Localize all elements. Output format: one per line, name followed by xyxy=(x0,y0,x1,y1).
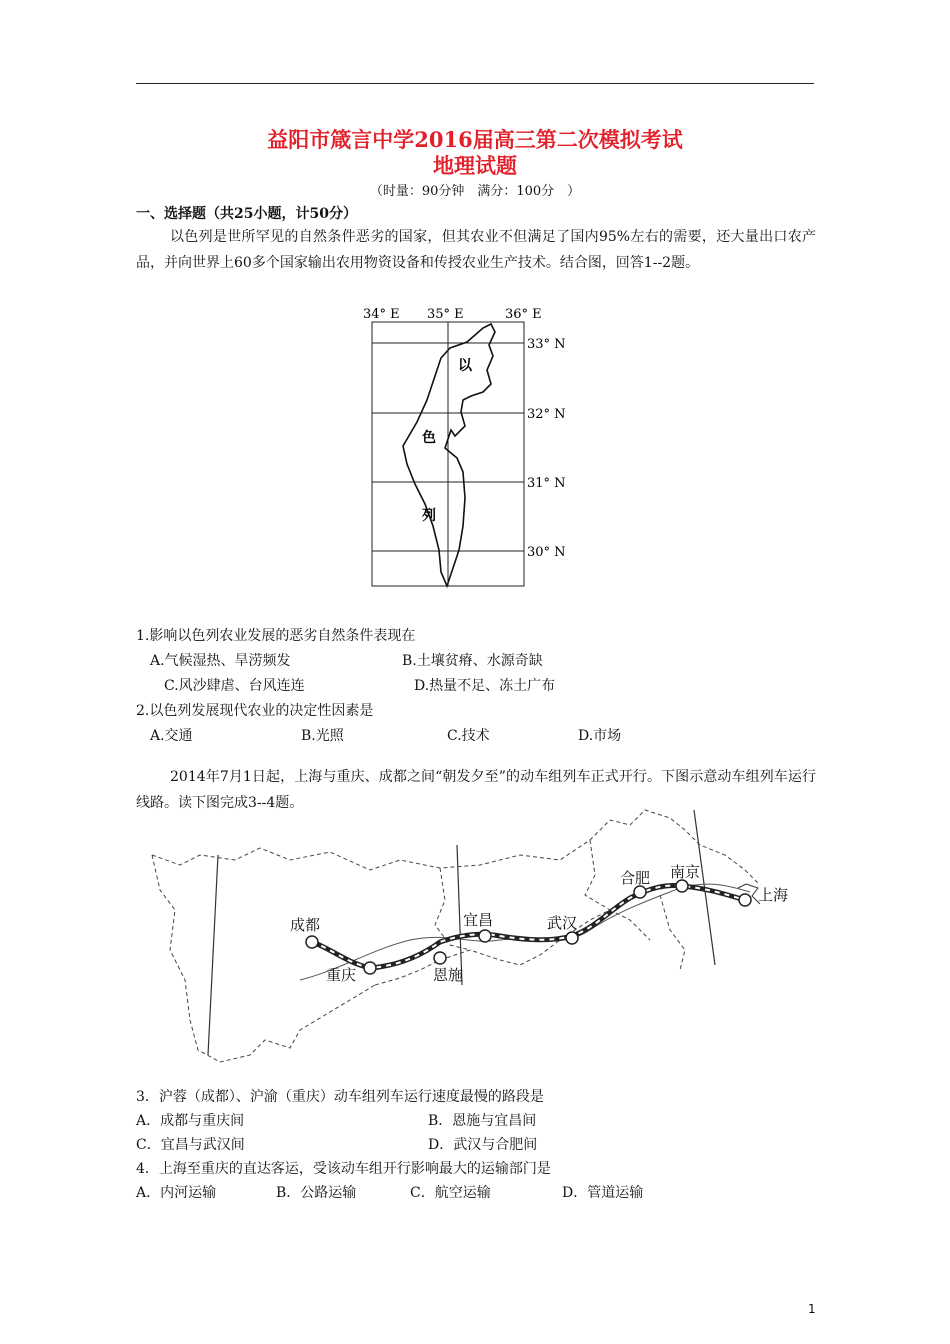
q3-option-b: B．恩施与宜昌间 xyxy=(428,1113,537,1129)
province-border-3 xyxy=(375,910,650,985)
q2-stem: 2.以色列发展现代农业的决定性因素是 xyxy=(136,703,374,719)
q4-stem: 4．上海至重庆的直达客运，受该动车组开行影响最大的运输部门是 xyxy=(136,1161,551,1177)
exam-title: 益阳市箴言中学2016届高三第二次模拟考试 xyxy=(267,127,683,152)
label-chengdu: 成都 xyxy=(290,916,321,934)
label-hefei: 合肥 xyxy=(620,869,651,887)
map-char-yi: 以 xyxy=(458,358,472,374)
q4-option-b: B．公路运输 xyxy=(276,1185,357,1201)
passage-israel: 以色列是世所罕见的自然条件恶劣的国家，但其农业不但满足了国内95%左右的需要，还大量出口农产品，并向世界上60多个国家输出农用物资设备和传授农业生产技术。结合图，回答1--2题。 xyxy=(136,229,816,271)
station-enshi xyxy=(434,952,446,964)
q3-stem: 3．沪蓉（成都）、沪渝（重庆）动车组列车运行速度最慢的路段是 xyxy=(136,1089,544,1105)
lon-label-36: 36° E xyxy=(505,307,542,322)
exam-info: （时量：90分钟 满分：100分 ） xyxy=(369,184,581,199)
lon-label-34: 34° E xyxy=(363,307,400,322)
label-yichang: 宜昌 xyxy=(463,911,494,929)
station-hefei xyxy=(634,886,646,898)
label-nanjing: 南京 xyxy=(670,863,701,881)
section-heading: 一、选择题（共25小题，计50分） xyxy=(136,206,357,222)
label-wuhan: 武汉 xyxy=(547,914,578,932)
label-enshi: 恩施 xyxy=(433,966,464,984)
q1-option-d: D.热量不足、冻土广布 xyxy=(414,678,556,694)
lat-label-33: 33° N xyxy=(527,337,566,352)
province-border-1 xyxy=(152,810,760,885)
lat-label-32: 32° N xyxy=(527,407,566,422)
israel-outline xyxy=(403,324,495,586)
q1-option-b: B.土壤贫瘠、水源奇缺 xyxy=(402,653,543,669)
station-wuhan xyxy=(566,932,578,944)
station-chongqing xyxy=(364,962,376,974)
q3-option-c: C．宜昌与武汉间 xyxy=(136,1137,245,1153)
province-border-5 xyxy=(585,840,610,910)
lat-label-31: 31° N xyxy=(527,476,566,491)
rail-route-dash xyxy=(312,886,745,969)
map-char-se: 色 xyxy=(422,430,436,446)
rail-route-base xyxy=(312,886,745,969)
q3-option-d: D．武汉与合肥间 xyxy=(428,1137,538,1153)
q4-option-c: C．航空运输 xyxy=(410,1185,491,1201)
label-chongqing: 重庆 xyxy=(326,966,357,984)
station-chengdu xyxy=(306,936,318,948)
label-shanghai: 上海 xyxy=(758,886,789,904)
lon-label-35: 35° E xyxy=(427,307,464,322)
lat-label-30: 30° N xyxy=(527,545,566,560)
station-shanghai xyxy=(739,894,751,906)
meridian-1 xyxy=(208,855,218,1055)
q2-option-c: C.技术 xyxy=(447,728,490,744)
israel-map xyxy=(355,300,585,590)
q4-option-d: D．管道运输 xyxy=(562,1185,644,1201)
station-yichang xyxy=(479,930,491,942)
q3-option-a: A．成都与重庆间 xyxy=(136,1113,245,1129)
page-number: 1 xyxy=(808,1302,816,1316)
q1-stem: 1.影响以色列农业发展的恶劣自然条件表现在 xyxy=(136,628,416,644)
passage-railway: 2014年7月1日起，上海与重庆、成都之间“朝发夕至”的动车组列车正式开行。下图示意动车组列车运行线路。读下图完成3--4题。 xyxy=(136,769,816,811)
station-nanjing xyxy=(676,880,688,892)
q1-option-c: C.风沙肆虐、台风连连 xyxy=(164,678,305,694)
top-rule xyxy=(136,83,814,84)
q2-option-a: A.交通 xyxy=(150,728,193,744)
q2-option-b: B.光照 xyxy=(301,728,344,744)
map-char-lie: 列 xyxy=(422,508,436,524)
province-border-6 xyxy=(660,895,685,970)
subject-title: 地理试题 xyxy=(433,153,517,178)
railway-map xyxy=(140,800,810,1075)
q1-option-a: A.气候湿热、旱涝频发 xyxy=(150,653,291,669)
q2-option-d: D.市场 xyxy=(578,728,622,744)
q4-option-a: A．内河运输 xyxy=(136,1185,217,1201)
